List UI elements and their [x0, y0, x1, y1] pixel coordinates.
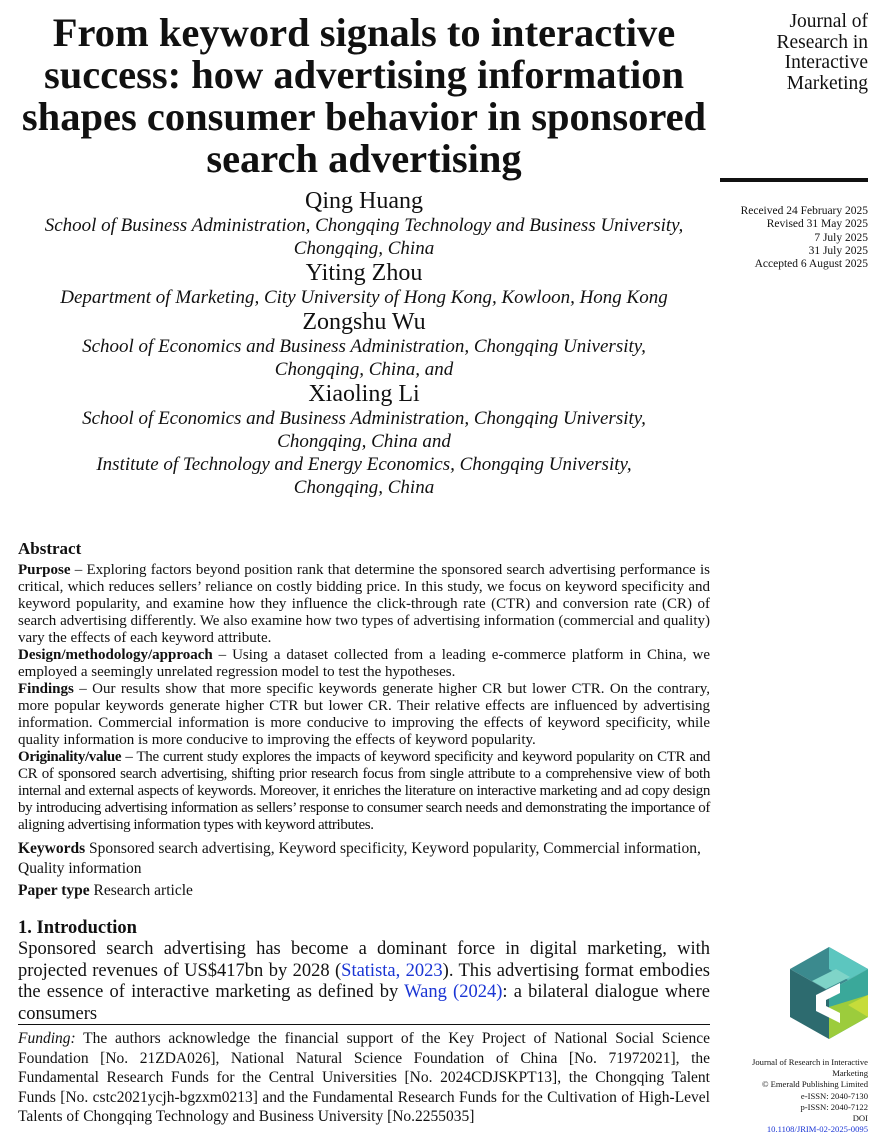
- abstract-text: – Our results show that more specific keywords generate higher CR but lower CTR. On the contrary, more popular keywords generate higher CTR but lower CR. Their relative effects are influenced by advertising information. Commercial information is more conducive to improving the effects of keyword specificity, while quality information is more conducive to improving the effects of keyword popularity.: [18, 681, 710, 748]
- affiliation-line: Chongqing, China: [293, 238, 435, 259]
- journal-name-line: Journal of: [789, 11, 868, 32]
- sidebar-divider: [720, 178, 868, 182]
- meta-eissn: e-ISSN: 2040-7130: [800, 1090, 868, 1101]
- author-affiliation: [18, 407, 710, 499]
- author-affiliation: [18, 214, 710, 260]
- author-list: [18, 188, 710, 499]
- funding-footnote: [18, 1029, 710, 1127]
- affiliation-line: Chongqing, China, and: [274, 359, 454, 380]
- paper-type-label: Paper type: [18, 882, 90, 899]
- body-text: : a bilateral dialogue where consumers: [18, 982, 711, 1024]
- footnote-divider: [18, 1024, 710, 1025]
- abstract-heading: Abstract: [18, 539, 82, 558]
- article-title: From keyword signals to interactive success: how advertising information shapes consumer behavior in sponsored search advertising: [21, 10, 707, 181]
- abstract-design: [18, 647, 710, 681]
- affiliation-line: Chongqing, China: [293, 477, 435, 498]
- author-affiliation: [18, 335, 710, 381]
- received-date: Received 24 February 2025: [740, 205, 868, 217]
- affiliation-line: School of Business Administration, Chongqing Technology and Business University,: [44, 215, 684, 236]
- submission-dates: [720, 205, 868, 271]
- section-heading: 1. Introduction: [18, 918, 137, 938]
- emerald-logo-icon: [790, 947, 868, 1039]
- journal-name: [720, 12, 868, 94]
- paper-type: [18, 881, 710, 900]
- journal-name-line: Research in: [776, 31, 868, 53]
- intro-paragraph: [18, 939, 710, 1025]
- abstract-label: Originality/value: [18, 749, 122, 765]
- paper-type-text: Research article: [89, 882, 193, 899]
- author-name: Xiaoling Li: [308, 381, 420, 407]
- revised-date: 7 July 2025: [814, 231, 868, 244]
- affiliation-line: Chongqing, China and: [277, 431, 451, 452]
- meta-journal-line: Marketing: [832, 1068, 868, 1079]
- journal-name-line: Marketing: [786, 72, 868, 94]
- affiliation-line: Department of Marketing, City University of Hong Kong, Kowloon, Hong Kong: [60, 287, 668, 308]
- revised-date: Revised 31 May 2025: [766, 218, 868, 231]
- author-name: Yiting Zhou: [305, 260, 423, 286]
- meta-journal-line: Journal of Research in Interactive: [752, 1057, 868, 1067]
- journal-name-line: Interactive: [784, 52, 868, 73]
- body-text: Sponsored search advertising has become a dominant force in digital marketing, with projected revenues of US$417bn by 2028 (: [18, 939, 710, 981]
- author-name: Zongshu Wu: [302, 309, 426, 335]
- abstract-text: – The current study explores the impacts of keyword specificity and keyword popularity on CTR and CR of sponsored search advertising, shifting prior research focus from single attribute to a comprehensive view of both internal and external aspects of keywords. Moreover, it enriches the literature on interactive marketing and ad copy design by introducing advertising information as sellers’ response to consumer search needs and demonstrating the importance of aligning advertising information types with keyword attributes.: [18, 749, 710, 833]
- author-affiliation: [18, 286, 710, 309]
- revised-date: 31 July 2025: [808, 244, 868, 257]
- meta-doi: [720, 1113, 868, 1135]
- abstract-section: [18, 539, 710, 900]
- abstract-text: – Using a dataset collected from a leading e-commerce platform in China, we employed a seemingly unrelated regression model to test the hypotheses.: [18, 647, 710, 680]
- affiliation-line: Institute of Technology and Energy Economics, Chongqing University,: [96, 454, 632, 475]
- abstract-label: Design/methodology/approach: [18, 647, 213, 663]
- affiliation-line: School of Economics and Business Administration, Chongqing University,: [82, 408, 646, 429]
- meta-pissn: p-ISSN: 2040-7122: [800, 1101, 868, 1112]
- introduction-section: [18, 917, 710, 1025]
- abstract-originality: [18, 749, 710, 834]
- journal-sidebar: [720, 12, 868, 94]
- meta-copyright: © Emerald Publishing Limited: [761, 1079, 868, 1090]
- keywords-text: Sponsored search advertising, Keyword specificity, Keyword popularity, Commercial information, Quality information: [18, 840, 701, 877]
- article-header: [18, 12, 710, 499]
- body-text: ). This advertising format embodies the essence of interactive marketing as defined by: [18, 960, 710, 1002]
- citation-link[interactable]: Statista, 2023: [341, 960, 443, 981]
- doi-link[interactable]: 10.1108/JRIM-02-2025-0095: [766, 1124, 868, 1135]
- publication-meta: [720, 1057, 868, 1135]
- abstract-label: Findings: [18, 681, 74, 697]
- accepted-date: Accepted 6 August 2025: [754, 258, 868, 271]
- keywords-label: Keywords: [18, 840, 86, 857]
- keywords: [18, 839, 710, 878]
- abstract-label: Purpose: [18, 562, 71, 578]
- funding-label: Funding:: [18, 1030, 76, 1047]
- abstract-text: – Exploring factors beyond position rank that determine the sponsored search advertising performance is critical, which reduces sellers’ reliance on costly bidding price. In this study, we focus on keyword specificity and keyword popularity, and examine how they influence the click-through rate (CTR) and conversion rate (CR) of search advertising differently. We also examine how two types of advertising information (commercial and quality) vary the effects of each keyword attribute.: [18, 562, 710, 646]
- abstract-purpose: [18, 562, 710, 647]
- abstract-findings: [18, 681, 710, 749]
- affiliation-line: School of Economics and Business Administration, Chongqing University,: [82, 336, 646, 357]
- doi-prefix: DOI: [852, 1113, 868, 1124]
- citation-link[interactable]: Wang (2024): [404, 982, 503, 1002]
- author-name: Qing Huang: [305, 188, 423, 214]
- funding-text: The authors acknowledge the financial support of the Key Project of National Social Science Foundation [No. 21ZDA026], National Natural Science Foundation of China [No. 71972021], the Fundamental Research Funds for the Central Universities [No. 2024CDJSKPT13], the Chongqing Talent Funds [No. cstc2021ycjh-bgzxm0213] and the Fundamental Research Funds for the Cultivation of High-Level Talents of Chongqing Technology and Business University [No.2255035]: [18, 1030, 710, 1125]
